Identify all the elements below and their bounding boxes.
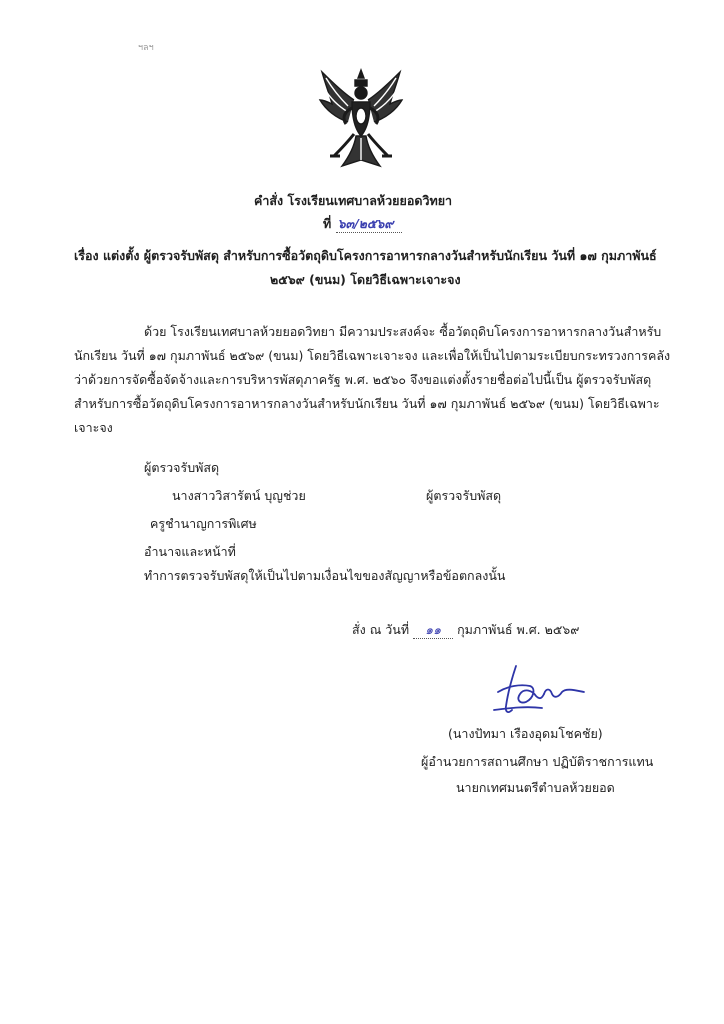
- signatory-name: (นางปัทมา เรืองอุดมโชคชัย): [448, 726, 603, 741]
- duty-heading: อำนาจและหน้าที่: [144, 544, 236, 559]
- signatory-title-2: นายกเทศมนตรีตำบลห้วยยอด: [456, 780, 615, 795]
- order-number-prefix: ที่: [323, 216, 332, 231]
- signature-icon: [486, 662, 588, 722]
- signatory-title-1: ผู้อำนวยการสถานศึกษา ปฏิบัติราชการแทน: [421, 754, 654, 769]
- order-title: คำสั่ง โรงเรียนเทศบาลห้วยยอดวิทยา: [254, 193, 453, 208]
- order-number-line: [323, 216, 402, 233]
- order-date-line: [352, 622, 579, 639]
- body-line-2: นักเรียน วันที่ ๑๗ กุมภาพันธ์ ๒๕๖๙ (ขนม) โดยวิธีเฉพาะเจาะจง และเพื่อให้เป็นไปตามระเบียบกระทรวงการคลัง: [74, 348, 671, 363]
- order-number-handwritten: ๖๓/๒๕๖๙: [336, 216, 402, 233]
- subject-line-2: ๒๕๖๙ (ขนม) โดยวิธีเฉพาะเจาะจง: [270, 272, 461, 287]
- body-line-3: ว่าด้วยการจัดซื้อจัดจ้างและการบริหารพัสดุภาครัฐ พ.ศ. ๒๕๖๐ จึงขอแต่งตั้งรายชื่อต่อไปนี้เป็น ผู้ตรวจรับพัสดุ: [74, 372, 652, 387]
- committee-member-name: นางสาววิสารัตน์ บุญช่วย: [172, 488, 306, 503]
- order-date-prefix: สั่ง ณ วันที่: [352, 622, 410, 637]
- committee-heading: ผู้ตรวจรับพัสดุ: [144, 460, 220, 475]
- body-line-5: เจาะจง: [74, 420, 113, 435]
- corner-scribble: ฯลฯ: [138, 43, 154, 53]
- subject-line-1: เรื่อง แต่งตั้ง ผู้ตรวจรับพัสดุ สำหรับการซื้อวัตถุดิบโครงการอาหารกลางวันสำหรับนักเรียน วันที่ ๑๗ กุมภาพันธ์: [74, 248, 657, 263]
- committee-member-position: ครูชำนาญการพิเศษ: [150, 516, 257, 531]
- committee-member-role: ผู้ตรวจรับพัสดุ: [426, 488, 502, 503]
- order-date-month-year: กุมภาพันธ์ พ.ศ. ๒๕๖๙: [457, 622, 580, 637]
- body-line-1: ด้วย โรงเรียนเทศบาลห้วยยอดวิทยา มีความประสงค์จะ ซื้อวัตถุดิบโครงการอาหารกลางวันสำหรับ: [144, 324, 662, 339]
- garuda-emblem-icon: [318, 66, 404, 170]
- duty-text: ทำการตรวจรับพัสดุให้เป็นไปตามเงื่อนไขของสัญญาหรือข้อตกลงนั้น: [144, 568, 506, 583]
- body-line-4: สำหรับการซื้อวัตถุดิบโครงการอาหารกลางวันสำหรับนักเรียน วันที่ ๑๗ กุมภาพันธ์ ๒๕๖๙ (ขนม) โดยวิธีเฉพาะ: [74, 396, 660, 411]
- order-date-day-handwritten: ๑๑: [413, 622, 453, 639]
